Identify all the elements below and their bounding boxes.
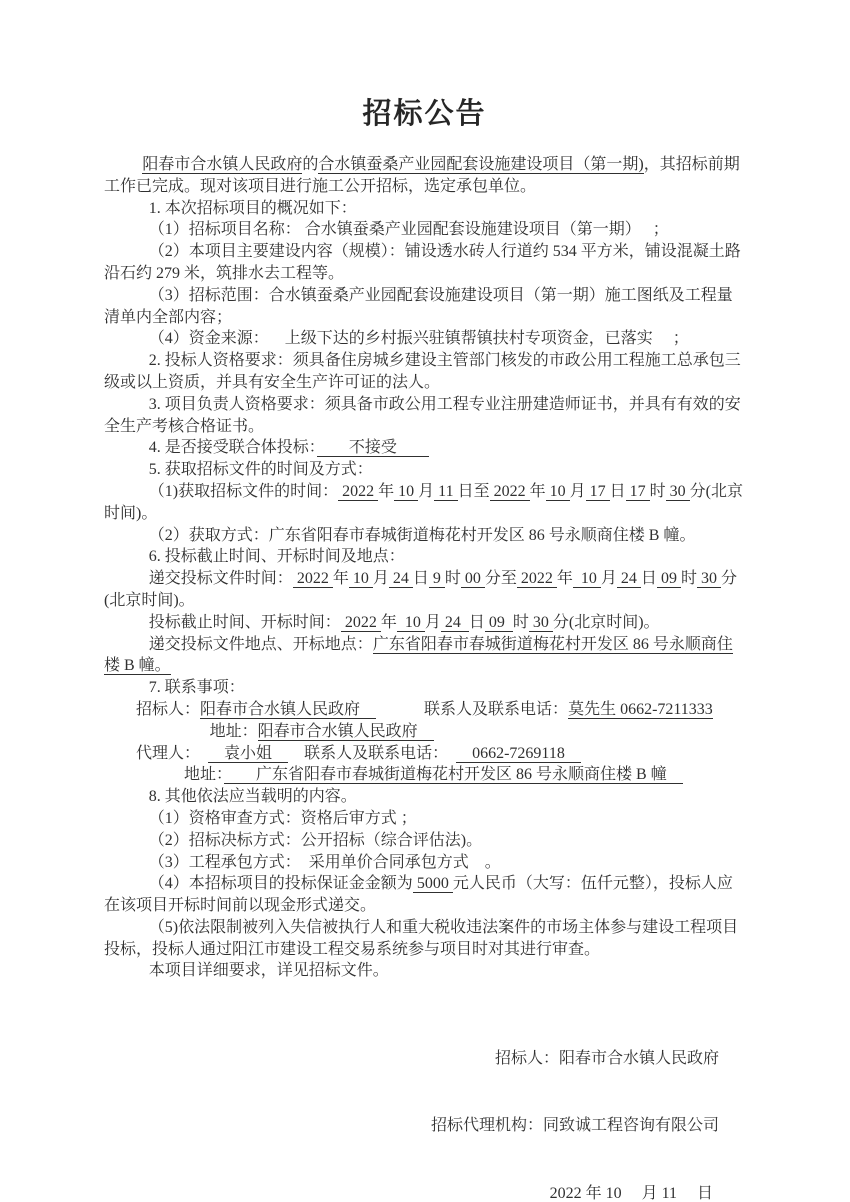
contact-tenderer-address	[210, 721, 745, 743]
text-run: 分(北京时间)。	[552, 613, 660, 631]
signature-tenderer: 招标人：阳春市合水镇人民政府	[494, 1049, 719, 1067]
signature-date: 2022 年 10 月 11 日	[549, 1184, 713, 1202]
item-8-4-bid-bond	[104, 873, 745, 917]
underlined-field: 10	[394, 482, 419, 500]
text-run: 年	[380, 613, 397, 631]
underlined-field: 合水镇蚕桑产业园配套设施建设项目（第一期)	[318, 156, 644, 173]
text-run: （1）资格审查方式：资格后审方式 ；	[148, 809, 417, 827]
text-run: 时	[649, 482, 666, 500]
item-6-deadline-heading	[104, 546, 745, 568]
underlined-field: 10	[572, 570, 601, 588]
underlined-field: 11	[434, 482, 458, 500]
text-run: （5)依法限制被列入失信被执行人和重大税收违法案件的市场主体参与建设工程项目投标，投标人通过阳江市建设工程交易系统参与项目时对其进行审查。	[104, 918, 739, 958]
text-run: 分(北京时间)。	[104, 482, 743, 522]
text-run: 递交投标文件地点、开标地点：	[148, 635, 373, 653]
item-7-contact-heading	[104, 677, 745, 699]
item-8-1-qualification-review	[104, 808, 745, 830]
text-run	[192, 745, 208, 762]
text-run: 联系人及联系电话：	[304, 744, 441, 762]
underlined-field: 09	[484, 613, 513, 631]
page-title: 招标公告	[362, 98, 487, 130]
underlined-field: 2022	[516, 570, 557, 588]
underlined-field: 17	[585, 482, 610, 500]
item-1-4-funding	[104, 328, 745, 350]
signature-block	[104, 1004, 745, 1202]
underlined-field: 10	[396, 613, 425, 631]
text-run: （2）本项目主要建设内容（规模）：铺设透水砖人行道约 534 平方米，铺设混凝土路沿石约 279 米，筑排水去工程等。	[104, 243, 741, 282]
text-run: 年	[556, 570, 573, 588]
text-run: 本项目详细要求，详见招标文件。	[148, 962, 389, 980]
item-6-close-open-time	[104, 612, 745, 634]
text-run: 联系人及联系电话：	[424, 700, 569, 718]
text-run: 月	[424, 613, 441, 631]
underlined-field: 30	[696, 570, 721, 588]
underlined-field: 10	[348, 570, 373, 588]
text-run: 年	[378, 482, 395, 500]
text-run: 代理人：	[136, 744, 193, 762]
text-run: 时	[512, 613, 529, 631]
item-3-pm-qualification	[104, 394, 745, 438]
text-run: 的	[302, 156, 319, 173]
document-body	[104, 154, 745, 982]
text-run: （1）招标项目名称： 合水镇蚕桑产业园配套设施建设项目（第一期） ；	[148, 221, 669, 239]
text-run: 分(北京时间)。	[104, 570, 737, 609]
text-run	[376, 701, 424, 718]
text-run: 递交投标文件时间：	[148, 570, 293, 588]
text-run	[440, 745, 456, 762]
contact-tenderer	[104, 699, 745, 721]
text-run: （3）工程承包方式： 采用单价合同承包方式 。	[148, 853, 501, 871]
underlined-field: 24	[440, 613, 469, 631]
underlined-field: 2022	[340, 613, 381, 631]
item-1-overview	[104, 198, 745, 220]
underlined-field: 0662-7269118	[456, 744, 581, 762]
contact-agent-address	[184, 764, 745, 786]
text-run: 日至	[457, 482, 490, 500]
item-5-doc-obtain	[104, 459, 745, 481]
item-4-consortium	[104, 437, 745, 459]
item-5-1-doc-time	[104, 481, 745, 525]
text-run: 分至	[484, 570, 517, 588]
text-run: 8. 其他依法应当载明的内容。	[148, 788, 357, 806]
underlined-field: 广东省阳春市春城街道梅花村开发区 86 号永顺商住楼 B 幢	[224, 766, 683, 784]
underlined-field: 17	[625, 482, 650, 500]
underlined-field: 30	[528, 613, 553, 631]
detail-note	[104, 960, 745, 982]
text-run: 月	[600, 570, 617, 588]
item-8-3-contract-method	[104, 852, 745, 874]
text-run: 地址：	[209, 722, 258, 740]
underlined-field: 2022	[489, 482, 530, 500]
text-run: 日	[412, 570, 429, 588]
text-run: 时	[680, 570, 697, 588]
text-run: （2）获取方式：广东省阳春市春城街道梅花村开发区 86 号永顺商住楼 B 幢。	[148, 526, 696, 544]
item-6-submit-time	[104, 568, 745, 612]
text-run: 3. 项目负责人资格要求：须具备市政公用工程专业注册建造师证书，并具有有效的安全生产考核合格证书。	[104, 395, 741, 435]
text-run: ，其招标前期工作已完成。现对该项目进行施工公开招标，选定承包单位。	[104, 156, 740, 195]
item-1-2-scale	[104, 241, 745, 285]
signature-agency: 招标代理机构：同致诚工程咨询有限公司	[430, 1117, 719, 1135]
text-run: 日	[468, 613, 485, 631]
item-8-5-credit-restriction	[104, 917, 745, 961]
text-run: 日	[640, 570, 657, 588]
underlined-field: 袁小姐	[208, 744, 289, 762]
underlined-field: 不接受	[316, 439, 429, 457]
text-run: 2. 投标人资格要求：须具备住房城乡建设主管部门核发的市政公用工程施工总承包三级或以上资质，并具有安全生产许可证的法人。	[104, 352, 741, 391]
item-2-bidder-qualification	[104, 350, 745, 394]
intro-paragraph	[104, 154, 745, 198]
text-run: 6. 投标截止时间、开标时间及地点：	[148, 548, 405, 566]
text-run: 年	[529, 482, 546, 500]
underlined-field: 广东省阳春市春城街道梅花村开发区 86 号永顺商住楼 B 幢。	[104, 635, 733, 675]
contact-agent	[104, 743, 745, 765]
underlined-field: 阳春市合水镇人民政府	[200, 700, 377, 718]
text-run: 投标截止时间、开标时间：	[148, 613, 341, 631]
text-run: 元人民币（大写：伍仟元整），投标人应在该项目开标时间前以现金形式递交。	[104, 875, 733, 915]
underlined-field: 2022	[292, 570, 333, 588]
text-run: 1. 本次招标项目的概况如下：	[148, 199, 357, 217]
item-1-3-bid-scope	[104, 285, 745, 329]
underlined-field: 阳春市合水镇人民政府	[142, 156, 303, 173]
item-8-other-heading	[104, 786, 745, 808]
underlined-field: 莫先生 0662-7211333	[568, 700, 713, 718]
text-run: 日	[609, 482, 626, 500]
text-run: （1)获取招标文件的时间：	[148, 482, 339, 500]
underlined-field: 24	[616, 570, 641, 588]
underlined-field: 5000	[412, 875, 453, 893]
text-run: 招标人：	[136, 700, 201, 718]
underlined-field: 9	[428, 570, 445, 588]
underlined-field: 阳春市合水镇人民政府	[257, 722, 434, 740]
underlined-field: 09	[656, 570, 681, 588]
text-run: 时	[444, 570, 461, 588]
underlined-field: 10	[545, 482, 570, 500]
text-run: 地址：	[184, 766, 225, 784]
underlined-field: 00	[460, 570, 485, 588]
item-1-1-project-name	[104, 219, 745, 241]
text-run: （2）招标决标方式：公开招标（综合评估法)。	[148, 831, 483, 849]
item-5-2-doc-method	[104, 525, 745, 547]
text-run: 年	[332, 570, 349, 588]
text-run: （3）招标范围：合水镇蚕桑产业园配套设施建设项目（第一期）施工图纸及工程量清单内全部内容；	[104, 286, 733, 326]
underlined-field: 24	[388, 570, 413, 588]
text-run: （4）本招标项目的投标保证金金额为	[148, 875, 413, 893]
underlined-field: 2022	[338, 482, 379, 500]
text-run: 7. 联系事项：	[148, 679, 245, 697]
text-run: （4）资金来源： 上级下达的乡村振兴驻镇帮镇扶村专项资金，已落实 ；	[148, 330, 689, 348]
text-run: 月	[418, 482, 435, 500]
text-run: 月	[569, 482, 586, 500]
text-run: 4. 是否接受联合体投标：	[148, 439, 317, 457]
text-run: 月	[372, 570, 389, 588]
item-6-location	[104, 634, 745, 678]
text-run	[288, 745, 304, 762]
text-run: 5. 获取招标文件的时间及方式：	[148, 461, 373, 479]
item-8-2-award-method	[104, 830, 745, 852]
underlined-field: 30	[665, 482, 690, 500]
